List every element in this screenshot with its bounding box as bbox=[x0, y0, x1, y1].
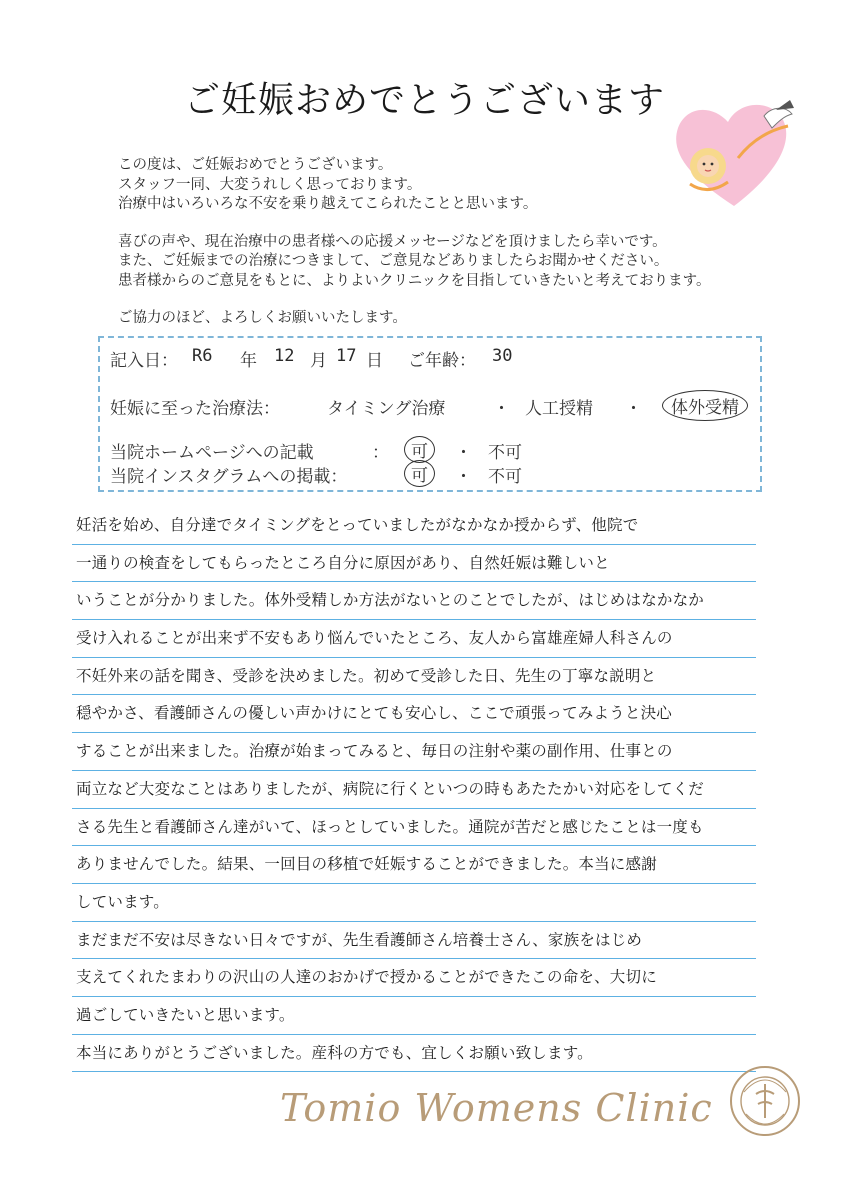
clinic-seal-logo bbox=[728, 1064, 802, 1138]
date-label: 記入日： bbox=[110, 351, 178, 371]
instagram-ng: 不可 bbox=[488, 467, 522, 487]
message-line: まだまだ不安は尽きない日々ですが、先生看護師さん培養士さん、家族をはじめ bbox=[72, 922, 756, 960]
handwritten-message bbox=[72, 507, 756, 1072]
message-line: 本当にありがとうございました。産科の方でも、宜しくお願い致します。 bbox=[72, 1035, 756, 1073]
date-month-value: 12 bbox=[274, 346, 295, 366]
treatment-row bbox=[110, 394, 739, 419]
instagram-label: 当院インスタグラムへの掲載： bbox=[110, 467, 348, 487]
intro-line: ご協力のほど、よろしくお願いいたします。 bbox=[118, 310, 407, 326]
age-value: 30 bbox=[492, 346, 513, 366]
message-line: 妊活を始め、自分達でタイミングをとっていましたがなかなか授からず、他院で bbox=[72, 507, 756, 545]
message-line: 受け入れることが出来ず不安もあり悩んでいたところ、友人から富雄産婦人科さんの bbox=[72, 620, 756, 658]
homepage-label: 当院ホームページへの記載 bbox=[110, 443, 314, 463]
message-line: さる先生と看護師さん達がいて、ほっとしていました。通院が苦だと感じたことは一度も bbox=[72, 809, 756, 847]
clinic-logo-text: Tomio Womens Clinic bbox=[280, 1086, 713, 1130]
message-line: しています。 bbox=[72, 884, 756, 922]
homepage-ok-circled: 可 bbox=[404, 436, 435, 463]
separator: ・ bbox=[625, 399, 642, 419]
year-unit: 年 bbox=[240, 351, 257, 371]
message-line: いうことが分かりました。体外受精しか方法がないとのことでしたが、はじめはなかなか bbox=[72, 582, 756, 620]
age-label: ご年齢： bbox=[408, 351, 476, 371]
treatment-option-ivf-circled: 体外受精 bbox=[662, 390, 748, 421]
message-line: 過ごしていきたいと思います。 bbox=[72, 997, 756, 1035]
message-line: 両立など大変なことはありましたが、病院に行くといつの時もあたたかい対応をしてくだ bbox=[72, 771, 756, 809]
date-age-row bbox=[110, 346, 513, 371]
intro-line: 喜びの声や、現在治療中の患者様への応援メッセージなどを頂けましたら幸いです。 bbox=[118, 233, 667, 250]
homepage-ng: 不可 bbox=[488, 443, 522, 463]
separator: ・ bbox=[455, 467, 472, 487]
instagram-ok-circled: 可 bbox=[404, 460, 435, 487]
date-year-value: R6 bbox=[192, 346, 213, 366]
message-line: 不妊外来の話を聞き、受診を決めました。初めて受診した日、先生の丁寧な説明と bbox=[72, 658, 756, 696]
separator: ・ bbox=[493, 399, 510, 419]
message-line: 支えてくれたまわりの沢山の人達のおかげで授かることができたこの命を、大切に bbox=[72, 959, 756, 997]
month-unit: 月 bbox=[310, 351, 327, 371]
treatment-label: 妊娠に至った治療法： bbox=[110, 399, 280, 419]
intro-text bbox=[118, 156, 798, 329]
colon: ： bbox=[372, 443, 389, 463]
page-title: ご妊娠おめでとうございます bbox=[183, 80, 665, 121]
treatment-option-iui: 人工授精 bbox=[525, 399, 593, 419]
day-unit: 日 bbox=[366, 351, 383, 371]
intro-line: 患者様からのご意見をもとに、よりよいクリニックを目指していきたいと考えております。 bbox=[118, 272, 711, 289]
intro-line: 治療中はいろいろな不安を乗り越えてこられたことと思います。 bbox=[118, 196, 538, 212]
instagram-consent-row bbox=[110, 462, 522, 487]
intro-line: スタッフ一同、大変うれしく思っております。 bbox=[118, 176, 422, 193]
message-line: 一通りの検査をしてもらったところ自分に原因があり、自然妊娠は難しいと bbox=[72, 545, 756, 583]
date-day-value: 17 bbox=[336, 346, 357, 366]
treatment-option-timing: タイミング治療 bbox=[327, 399, 446, 419]
intro-line: また、ご妊娠までの治療につきまして、ご意見などありましたらお聞かせください。 bbox=[118, 253, 669, 269]
message-line: 穏やかさ、看護師さんの優しい声かけにとても安心し、ここで頑張ってみようと決心 bbox=[72, 695, 756, 733]
intro-line: この度は、ご妊娠おめでとうございます。 bbox=[118, 157, 393, 173]
separator: ・ bbox=[455, 443, 472, 463]
message-line: することが出来ました。治療が始まってみると、毎日の注射や薬の副作用、仕事との bbox=[72, 733, 756, 771]
message-line: ありませんでした。結果、一回目の移植で妊娠することができました。本当に感謝 bbox=[72, 846, 756, 884]
homepage-consent-row bbox=[110, 438, 522, 463]
